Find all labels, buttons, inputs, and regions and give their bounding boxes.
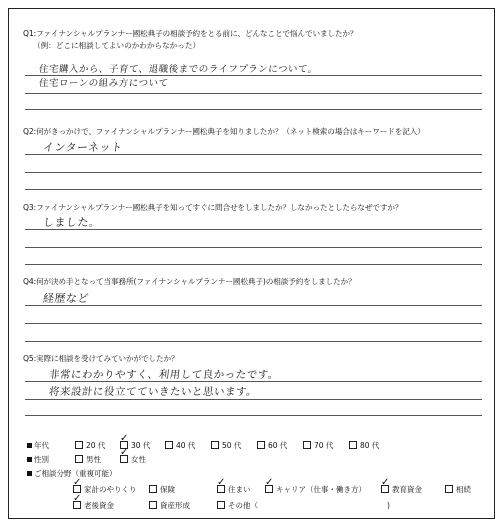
- answer-line: [25, 93, 482, 94]
- field-option-label: その他（: [228, 501, 258, 510]
- field-option-label: 家計のやりくり: [84, 485, 137, 494]
- fields-row-label: [27, 469, 117, 479]
- q5-answer-line1: 非常にわかりやすく、利用して良かったです。: [48, 369, 280, 381]
- answer-line: [25, 399, 482, 400]
- gender-male-checkbox[interactable]: [75, 455, 83, 463]
- age-option-label: 20 代: [86, 441, 106, 450]
- answer-line: [25, 247, 482, 248]
- age-50-checkbox[interactable]: [211, 441, 219, 449]
- q1-example: （例：どこに相談してよいのかわからなかった）: [33, 41, 201, 50]
- field-inheritance-checkbox[interactable]: [445, 485, 453, 493]
- field-household-checkbox[interactable]: [73, 485, 81, 493]
- gender-option-label: 男性: [86, 455, 101, 464]
- answer-line: [25, 305, 482, 306]
- q5-answer-line2: 将来設計に役立てていきたいと思います。: [48, 386, 258, 398]
- age-row: [27, 441, 497, 451]
- age-70-checkbox[interactable]: [303, 441, 311, 449]
- field-option-label: 資産形成: [160, 501, 190, 510]
- field-option-label: 保険: [160, 485, 175, 494]
- gender-female-checkbox[interactable]: [120, 455, 128, 463]
- field-option-label: 相続: [456, 485, 471, 494]
- age-option-label: 70 代: [314, 441, 334, 450]
- bullet-square: [27, 471, 32, 476]
- fields-label: ご相談分野（重複可能）: [34, 469, 117, 478]
- age-80-checkbox[interactable]: [349, 441, 357, 449]
- field-education-checkbox[interactable]: [381, 485, 389, 493]
- age-label: 年代: [34, 441, 49, 450]
- q1-answer-line1: 住宅購入から、子育て、退職後までのライフプランについて。: [38, 64, 319, 75]
- field-housing-checkbox[interactable]: [217, 485, 225, 493]
- age-60-checkbox[interactable]: [257, 441, 265, 449]
- q4-question: Q4:何が決め手となって当事務所(ファイナンシャルプランナー國松典子)の相談予約をしましたか？: [23, 277, 356, 286]
- fields-close-paren: ): [387, 501, 390, 510]
- answer-line: [25, 341, 482, 342]
- field-retirement-checkbox[interactable]: [73, 501, 81, 509]
- field-option-label: 老後資金: [84, 501, 114, 510]
- field-insurance-checkbox[interactable]: [149, 485, 157, 493]
- field-option-label: 住まい: [228, 485, 251, 494]
- field-career-checkbox[interactable]: [265, 485, 273, 493]
- field-asset-checkbox[interactable]: [149, 501, 157, 509]
- age-option-label: 30 代: [131, 441, 151, 450]
- questionnaire-sheet: [8, 8, 495, 519]
- age-20-checkbox[interactable]: [75, 441, 83, 449]
- answer-line: [25, 189, 482, 190]
- age-option-label: 40 代: [176, 441, 196, 450]
- bullet-square: [27, 443, 32, 448]
- q2-question: Q2:何がきっかけで、ファイナンシャルプランナー國松典子を知りましたか？（ネット検索の場合はキーワードを記入）: [23, 127, 425, 136]
- gender-row: [27, 455, 497, 465]
- bullet-square: [27, 457, 32, 462]
- age-option-label: 80 代: [360, 441, 380, 450]
- field-option-label: 教育資金: [392, 485, 422, 494]
- age-40-checkbox[interactable]: [165, 441, 173, 449]
- answer-line: [25, 415, 482, 416]
- q5-question: Q5:実際に相談を受けてみていかがでしたか？: [23, 354, 179, 363]
- answer-line: [25, 172, 482, 173]
- gender-label: 性別: [34, 455, 49, 464]
- q1-answer-line2: 住宅ローンの組み方について: [38, 78, 170, 89]
- field-option-label: キャリア（仕事・働き方）: [276, 485, 366, 494]
- q1-question: Q1:ファイナンシャルプランナー國松典子の相談予約をとる前に、どんなことで悩んでいましたか？: [23, 29, 358, 38]
- q3-question: Q3:ファイナンシャルプランナー國松典子を知ってすぐに問合せをしましたか？しなかったとしたらなぜですか？: [23, 203, 403, 212]
- q4-answer: 経歴など: [42, 292, 90, 305]
- answer-line: [25, 109, 482, 110]
- q2-answer: インターネット: [42, 141, 124, 154]
- answer-line: [25, 264, 482, 265]
- field-other-checkbox[interactable]: [217, 501, 225, 509]
- age-option-label: 60 代: [268, 441, 288, 450]
- gender-option-label: 女性: [131, 455, 146, 464]
- age-option-label: 50 代: [222, 441, 242, 450]
- q3-answer: しました。: [42, 216, 102, 229]
- answer-line: [25, 323, 482, 324]
